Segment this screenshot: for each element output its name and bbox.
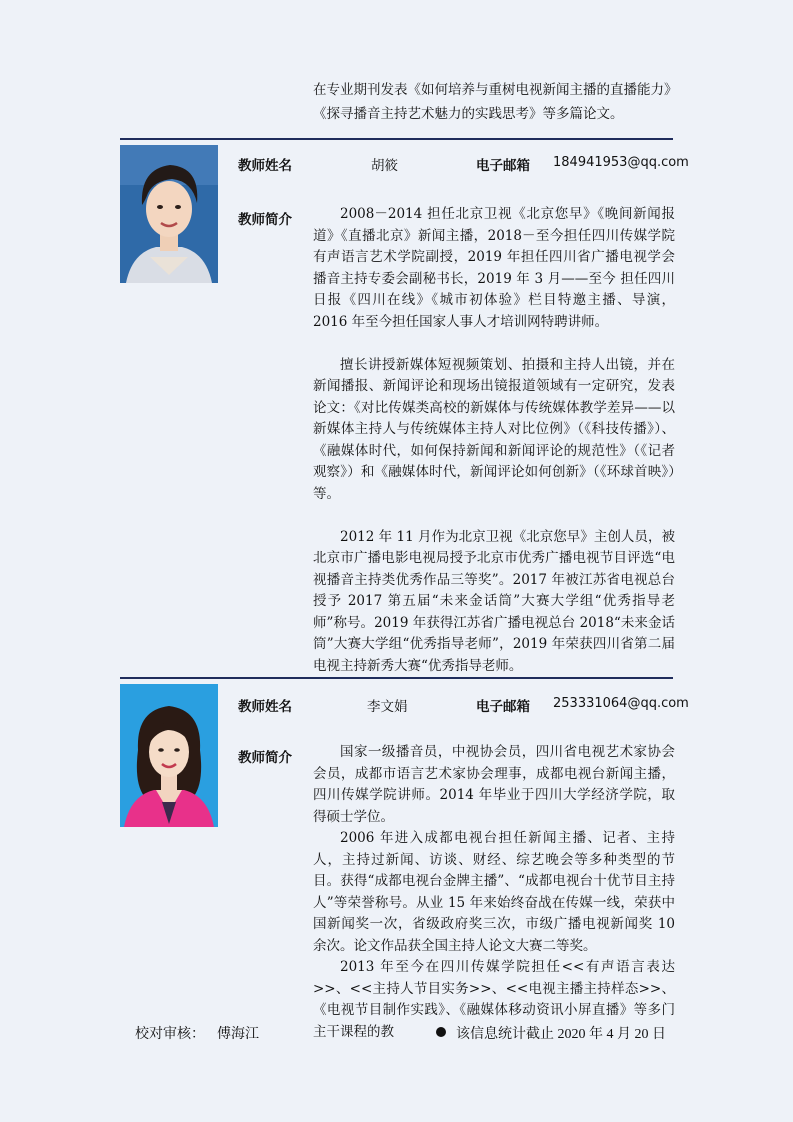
footer-note <box>436 1023 666 1043</box>
intro-paragraph: 国家一级播音员，中视协会员，四川省电视艺术家协会会员，成都市语言艺术家协会理事，成都电视台新闻主播，四川传媒学院讲师。2014 年毕业于四川大学经济学院，取得硕士学位。 <box>313 744 675 825</box>
intro-paragraph: 2006 年进入成都电视台担任新闻主播、记者、主持人，主持过新闻、访谈、财经、综艺晚会等多种类型的节目。获得“成都电视台金牌主播”、“成都电视台十优节目主持人”等荣誉称号。从业 15 年来始终奋战在传媒一线，荣获中国新闻奖一次，省级政府奖三次，市级广播电视新闻奖 10 余次。论文作品获全国主持人论文大赛二等奖。 <box>313 830 675 954</box>
footer-note-text: 该信息统计截止 2020 年 4 月 20 日 <box>456 1027 666 1042</box>
intro-label-2: 教师简介 <box>238 750 292 766</box>
teacher-name-2: 李文娟 <box>367 699 408 715</box>
divider-1 <box>120 138 673 140</box>
intro-paragraph: 2013 年至今在四川传媒学院担任<<有声语言表达>>、<<主持人节目实务>>、<<电视主播主持样态>>、《电视节目制作实践》、《融媒体移动资讯小屏直播》等多门主干课程的教 <box>313 959 675 1040</box>
teacher-photo-1 <box>120 145 218 283</box>
top-paragraph: 在专业期刊发表《如何培养与重树电视新闻主播的直播能力》《探寻播音主持艺术魅力的实践思考》等多篇论文。 <box>313 82 671 122</box>
email-label-2: 电子邮箱 <box>476 699 530 715</box>
divider-2 <box>120 677 673 679</box>
name-label-1: 教师姓名 <box>238 158 292 174</box>
intro-paragraph: 擅长讲授新媒体短视频策划、拍摄和主持人出镜，并在新闻播报、新闻评论和现场出镜报道领域有一定研究，发表论文：《对比传媒类高校的新媒体与传统媒体教学差异——以新媒体主持人与传统媒体主持人对比位例》（《科技传播》）、《融媒体时代，如何保持新闻和新闻评论的规范性》（《记者观察》）和《融媒体时代，新闻评论如何创新》（《环球首映》）等。 <box>313 356 675 502</box>
teacher-name-1: 胡筱 <box>371 158 398 174</box>
email-label-1: 电子邮箱 <box>476 158 530 174</box>
teacher-email-2[interactable]: 253331064@qq.com <box>553 696 689 711</box>
reviewer-label: 校对审核： <box>135 1027 205 1042</box>
bullet-icon <box>436 1027 446 1037</box>
intro-paragraph: 2012 年 11 月作为北京卫视《北京您早》主创人员，被北京市广播电影电视局授予北京市优秀广播电视节目评选“电视播音主持类优秀作品三等奖”。2017 年被江苏省电视总台授予 2017 第五届“未来金话筒”大赛大学组“优秀指导老师”称号。2019 年获得江苏省广播电视总台 2018“未来金话筒”大赛大学组“优秀指导老师”，2019 年荣获四川省第二届电视主持新秀大赛“优秀指导老师。 <box>313 528 675 674</box>
teacher-intro-2 <box>313 742 675 1043</box>
intro-label-1: 教师简介 <box>238 212 292 228</box>
teacher-email-1[interactable]: 184941953@qq.com <box>553 155 689 170</box>
footer-reviewer <box>135 1023 259 1043</box>
intro-paragraph: 2008－2014 担任北京卫视《北京您早》《晚间新闻报道》《直播北京》新闻主播，2018－至今担任四川传媒学院有声语言艺术学院副授，2019 年担任四川省广播电视学会播音主持专委会副秘书长，2019 年 3 月——至今 担任四川日报《四川在线》《城市初体验》栏目特邀主播、导演，2016 年至今担任国家人事人才培训网特聘讲师。 <box>313 206 675 330</box>
teacher-photo-2 <box>120 684 218 827</box>
teacher-intro-1 <box>313 204 675 677</box>
name-label-2: 教师姓名 <box>238 699 292 715</box>
reviewer-name: 傅海江 <box>217 1027 259 1042</box>
